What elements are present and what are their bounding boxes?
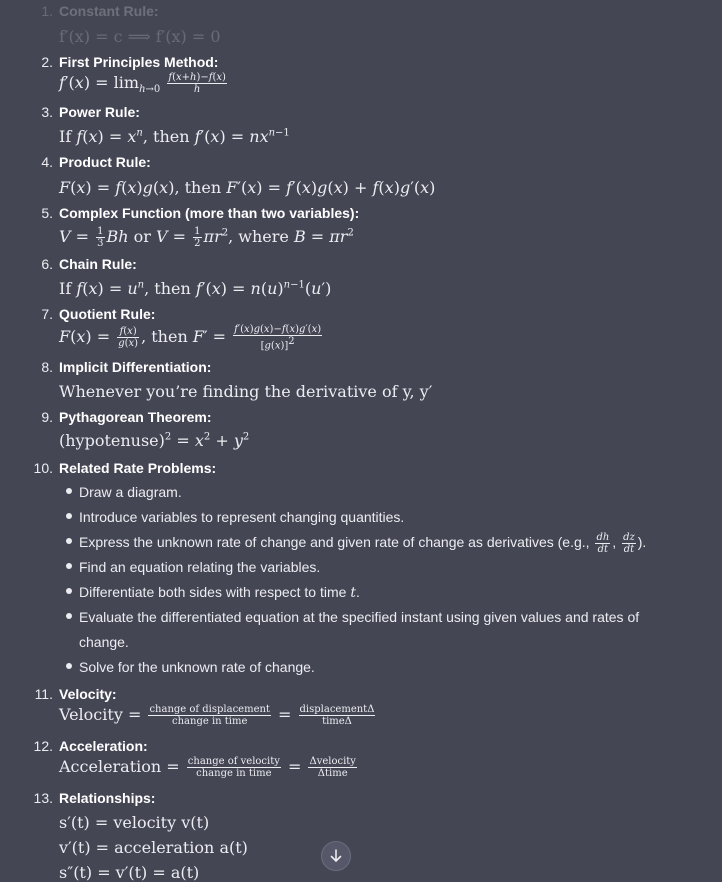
list-item: Differentiate both sides with respect to time t. [79, 584, 360, 601]
math-line: V = $\frac{1}{3}$ Bh or V = $\frac{1}{2}$ $\pi r^2$, where $B = \pi r^2$ [59, 226, 354, 249]
fraction-numerator: change of velocity [187, 756, 280, 767]
scroll-to-bottom-button[interactable] [321, 841, 351, 871]
item-title: Acceleration: [59, 738, 148, 754]
list-item: Evaluate the differentiated equation at the specified instant using given values and rates of change. [79, 609, 640, 650]
bullet-icon [66, 563, 72, 569]
list-item: Draw a diagram. [79, 484, 182, 500]
item-title: First Principles Method: [59, 54, 219, 70]
math-line: s′(t) = velocity v(t) [59, 813, 210, 832]
fraction-numerator: displacementΔ [299, 704, 375, 715]
item-number: 7. [41, 306, 53, 322]
item-number: 6. [41, 256, 53, 272]
fraction-numerator: change of displacement [149, 704, 270, 715]
item-title: Chain Rule: [59, 256, 137, 272]
math-line: f′(x) = c ⟹ f′(x) = 0 [59, 27, 221, 46]
bullet-icon [66, 613, 72, 619]
list-item-text: Differentiate both sides with respect to time [79, 584, 347, 600]
item-number: 12. [33, 738, 53, 754]
math-line: F(x) = $\frac{f(x)}{g(x)}$ , then F′ = $\frac{f'(x)g(x)-f(x)g'(x)}{[g(x)]^2}$ [59, 324, 322, 352]
fraction-denominator: change in time [196, 768, 272, 779]
fraction-denominator: change in time [172, 716, 248, 727]
math-line: If $f(x) = u^n$, then $f'(x) = n(u)^{n-1}(u')$ [59, 279, 332, 298]
item-title: Pythagorean Theorem: [59, 409, 212, 425]
fraction-denominator: timeΔ [322, 716, 352, 727]
math-line: Acceleration = $\frac{\text{change of velocity}}{\text{change in time}}$ = $\frac{\text{Δvelocity}}{\text{Δtime}}$ [59, 756, 356, 779]
math-line: Velocity = $\frac{\text{change of displacement}}{\text{change in time}}$ = $\frac{\text{displacementΔ}}{\text{timeΔ}}$ [59, 704, 375, 727]
list-item-text: Express the unknown rate of change and given rate of change as derivatives (e.g., [79, 534, 590, 550]
item-title: Velocity: [59, 686, 117, 702]
list-item: Express the unknown rate of change and given rate of change as derivatives (e.g., $\frac{dh}{dt}$ , $\frac{dz}{dt}$ ). [79, 531, 647, 555]
arrow-down-icon [329, 849, 343, 863]
item-title: Implicit Differentiation: [59, 359, 212, 375]
item-title: Constant Rule: [59, 3, 159, 19]
math-line: F(x) = f(x)g(x), then F′(x) = f′(x)g(x) + f(x)g′(x) [59, 178, 436, 197]
velocity-label: Velocity [59, 705, 123, 724]
item-number: 3. [41, 104, 53, 120]
bullet-icon [66, 663, 72, 669]
math-line: If $f(x) = x^n$, then $f'(x) = nx^{n-1}$ [59, 127, 290, 146]
item-title: Quotient Rule: [59, 306, 156, 322]
list-item: Introduce variables to represent changing quantities. [79, 509, 405, 525]
fraction-numerator: Δvelocity [309, 756, 356, 767]
bullet-icon [66, 588, 72, 594]
item-number: 4. [41, 154, 53, 170]
item-number: 10. [33, 460, 53, 476]
list-item: Find an equation relating the variables. [79, 559, 321, 575]
item-title: Relationships: [59, 790, 156, 806]
item-title: Related Rate Problems: [59, 460, 217, 476]
bullet-icon [66, 538, 72, 544]
item-number: 11. [34, 686, 53, 702]
item-number: 8. [41, 359, 53, 375]
item-number: 13. [33, 790, 53, 806]
list-item: Solve for the unknown rate of change. [79, 659, 315, 675]
math-line: $f'(x) = \lim_{h\to 0}$ $\frac{f(x+h)-f(x)}{h}$ [59, 72, 226, 96]
item-title: Power Rule: [59, 104, 140, 120]
item-title: Product Rule: [59, 154, 151, 170]
math-line: s″(t) = v′(t) = a(t) [59, 863, 200, 882]
item-number: 5. [41, 205, 53, 221]
acceleration-label: Acceleration [59, 757, 162, 776]
math-line: Whenever you’re finding the derivative of y, y′ [59, 382, 433, 401]
item-number: 1. [41, 3, 53, 19]
bullet-icon [66, 513, 72, 519]
bullet-icon [66, 488, 72, 494]
item-number: 2. [41, 54, 53, 70]
math-line: v′(t) = acceleration a(t) [59, 838, 248, 857]
item-title: Complex Function (more than two variables): [59, 205, 360, 221]
item-number: 9. [41, 409, 53, 425]
math-line: (hypotenuse)$^2$ = $x^2 + y^2$ [59, 431, 250, 450]
fraction-denominator: Δtime [317, 768, 348, 779]
